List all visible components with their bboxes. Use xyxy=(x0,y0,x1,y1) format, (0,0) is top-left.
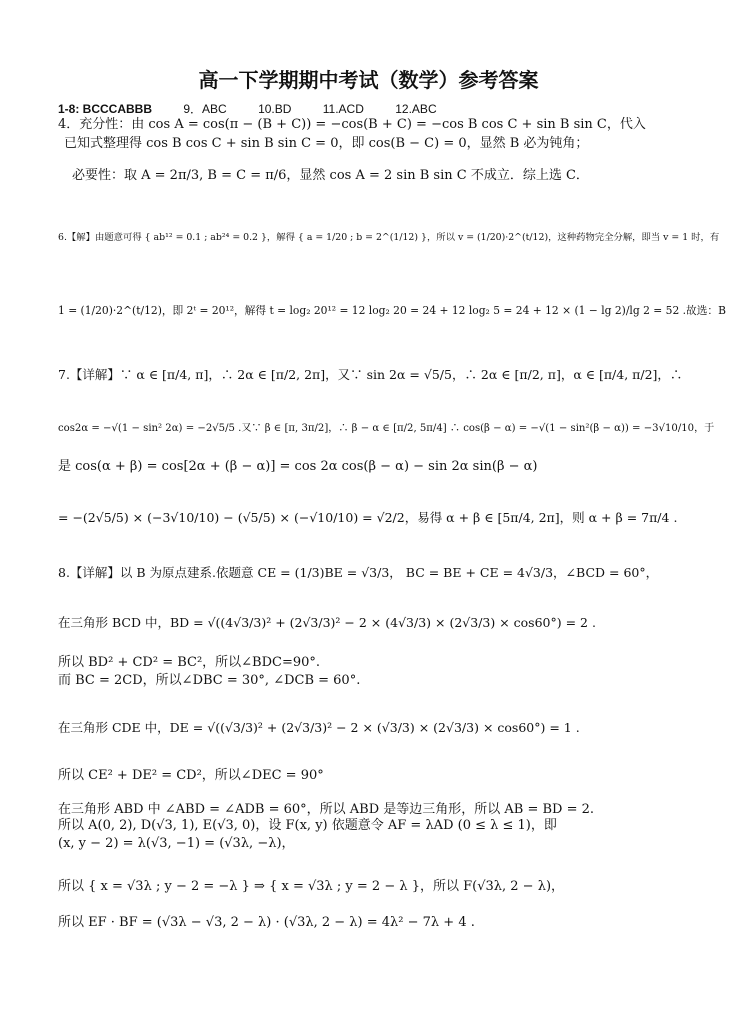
q8-line-8: 所以 A(0, 2), D(√3, 1), E(√3, 0)，设 F(x, y) 依题意令 AF = λAD (0 ≤ λ ≤ 1)，即 xyxy=(58,818,557,833)
q7-line-3: 是 cos(α + β) = cos[2α + (β − α)] = cos 2α cos(β − α) − sin 2α sin(β − α) xyxy=(58,459,538,474)
q8-line-7: 在三角形 ABD 中 ∠ABD = ∠ADB = 60°，所以 ABD 是等边三角形，所以 AB = BD = 2. xyxy=(58,802,595,817)
answers-1-8: 1-8: BCCCABBB xyxy=(58,102,153,116)
answer-11: 11.ACD xyxy=(322,102,364,116)
q6-line-1: 6.【解】由题意可得 { ab¹² = 0.1 ; ab²⁴ = 0.2 }，解得 { a = 1/20 ; b = 2^(1/12) }，所以 v = (1/20)·2^(t/12)，这种药物完全分解，即当 v = 1 时，有 xyxy=(58,232,720,243)
q8-line-10: 所以 { x = √3λ ; y − 2 = −λ } ⇒ { x = √3λ ; y = 2 − λ }，所以 F(√3λ, 2 − λ)， xyxy=(58,879,565,894)
answer-9: 9．ABC xyxy=(183,102,227,116)
q4-line-1: 4．充分性：由 cos A = cos(π − (B + C)) = −cos(B + C) = −cos B cos C + sin B sin C，代入 xyxy=(58,117,646,132)
q8-line-3: 所以 BD² + CD² = BC²，所以∠BDC=90°. xyxy=(58,655,321,670)
q7-line-2: cos2α = −√(1 − sin² 2α) = −2√5/5 .又∵ β ∈ [π, 3π/2]，∴ β − α ∈ [π/2, 5π/4] ∴ cos(β − α) = −√(1 − sin²(β − α)) = −3√10/10，于 xyxy=(58,423,715,434)
q8-line-9: (x, y − 2) = λ(√3, −1) = (√3λ, −λ)， xyxy=(58,836,295,851)
q8-line-4: 而 BC = 2CD，所以∠DBC = 30°, ∠DCB = 60°. xyxy=(58,673,361,688)
q8-line-11: 所以 EF · BF = (√3λ − √3, 2 − λ) · (√3λ, 2 − λ) = 4λ² − 7λ + 4 . xyxy=(58,915,475,930)
q4-line-3: 必要性：取 A = 2π/3, B = C = π/6，显然 cos A = 2 sin B sin C 不成立．综上选 C． xyxy=(72,168,589,183)
q6-line-2: 1 = (1/20)·2^(t/12)，即 2ᵗ = 20¹²，解得 t = log₂ 20¹² = 12 log₂ 20 = 24 + 12 log₂ 5 = 24 + 12 × (1 − lg 2)/lg 2 = 52 .故选：B xyxy=(58,304,726,317)
answer-12: 12.ABC xyxy=(395,102,437,116)
answer-10: 10.BD xyxy=(258,102,292,116)
q8-line-5: 在三角形 CDE 中，DE = √((√3/3)² + (2√3/3)² − 2 × (√3/3) × (2√3/3) × cos60°) = 1 . xyxy=(58,720,580,735)
page-title: 高一下学期期中考试（数学）参考答案 xyxy=(198,68,539,92)
answer-key-row xyxy=(58,101,437,117)
q7-line-4: = −(2√5/5) × (−3√10/10) − (√5/5) × (−√10/10) = √2/2，易得 α + β ∈ [5π/4, 2π]，则 α + β = 7π/4 . xyxy=(58,510,678,525)
q4-line-2: 已知式整理得 cos B cos C + sin B sin C = 0，即 cos(B − C) = 0，显然 B 必为钝角； xyxy=(64,136,589,151)
q8-line-1: 8.【详解】以 B 为原点建系.依题意 CE = (1/3)BE = √3/3， BC = BE + CE = 4√3/3，∠BCD = 60°， xyxy=(58,565,659,580)
q7-line-1: 7.【详解】∵ α ∈ [π/4, π]，∴ 2α ∈ [π/2, 2π]，又∵ sin 2α = √5/5，∴ 2α ∈ [π/2, π]，α ∈ [π/4, π/2]，∴ xyxy=(58,367,683,382)
q8-line-2: 在三角形 BCD 中，BD = √((4√3/3)² + (2√3/3)² − 2 × (4√3/3) × (2√3/3) × cos60°) = 2 . xyxy=(58,615,596,630)
q8-line-6: 所以 CE² + DE² = CD²，所以∠DEC = 90° xyxy=(58,768,324,783)
